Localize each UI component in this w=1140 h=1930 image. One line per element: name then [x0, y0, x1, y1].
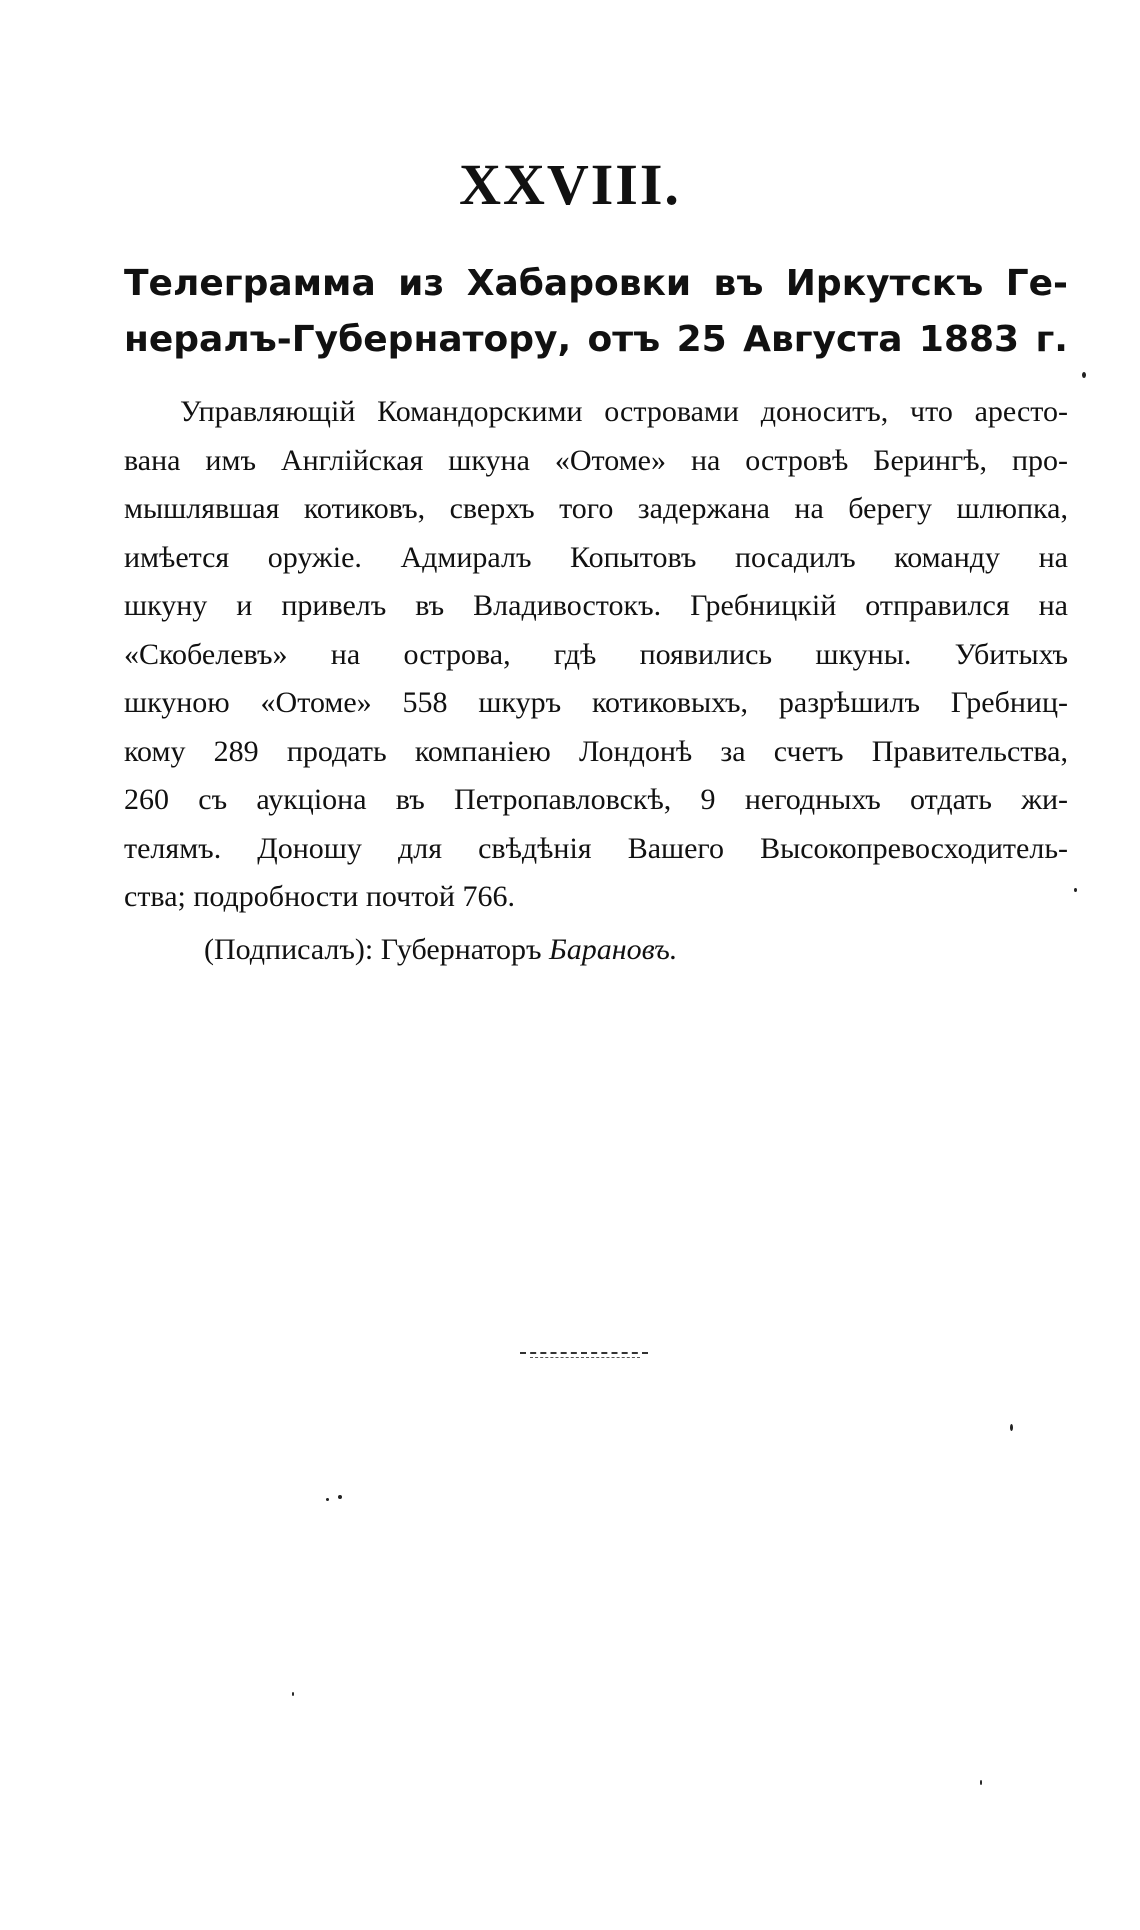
signature-prefix: (Подписалъ): Губернаторъ: [204, 933, 542, 966]
body-line: шкуною «Отоме» 558 шкуръ котиковыхъ, разрѣшилъ Гребниц-: [124, 686, 1068, 719]
heading-line: Телеграмма из Хабаровки въ Иркутскъ Ге-: [124, 263, 1068, 304]
body-line: кому 289 продать компаніею Лондонѣ за счетъ Правительства,: [124, 734, 1068, 768]
scan-speck: [1010, 1424, 1013, 1431]
scan-speck: [980, 1780, 982, 1785]
section-number: XXVIII.: [459, 152, 681, 217]
body-line: ства; подробности почтой 766.: [124, 880, 515, 913]
signature-line: [204, 926, 677, 974]
telegram-body: [124, 388, 1068, 922]
document-heading: [124, 256, 1068, 368]
body-line: «Скобелевъ» на острова, гдѣ появились шкуны. Убитыхъ: [124, 637, 1068, 671]
signature-name: Барановъ.: [549, 933, 678, 966]
scan-speck: [326, 1498, 329, 1501]
heading-line: нералъ-Губернатору, отъ 25 Августа 1883 г.: [124, 319, 1068, 360]
body-line: имѣется оружіе. Адмиралъ Копытовъ посадилъ команду на: [124, 540, 1068, 574]
section-divider-lower: [530, 1357, 640, 1358]
scan-speck: [1082, 372, 1086, 378]
scan-speck: [1074, 888, 1077, 892]
scan-speck: [292, 1692, 294, 1696]
scan-speck: [338, 1495, 342, 1499]
body-line: мышлявшая котиковъ, сверхъ того задержана на берегу шлюпка,: [124, 492, 1068, 525]
body-line: шкуну и привелъ въ Владивостокъ. Гребницкій отправился на: [124, 589, 1068, 622]
body-line: вана имъ Англійская шкуна «Отоме» на островѣ Берингѣ, про-: [124, 443, 1068, 477]
body-line: телямъ. Доношу для свѣдѣнія Вашего Высокопревосходитель-: [124, 831, 1068, 865]
body-line: 260 съ аукціона въ Петропавловскѣ, 9 негодныхъ отдать жи-: [124, 783, 1068, 816]
body-line: Управляющій Командорскими островами доноситъ, что аресто-: [180, 395, 1068, 428]
section-divider: [520, 1352, 648, 1354]
